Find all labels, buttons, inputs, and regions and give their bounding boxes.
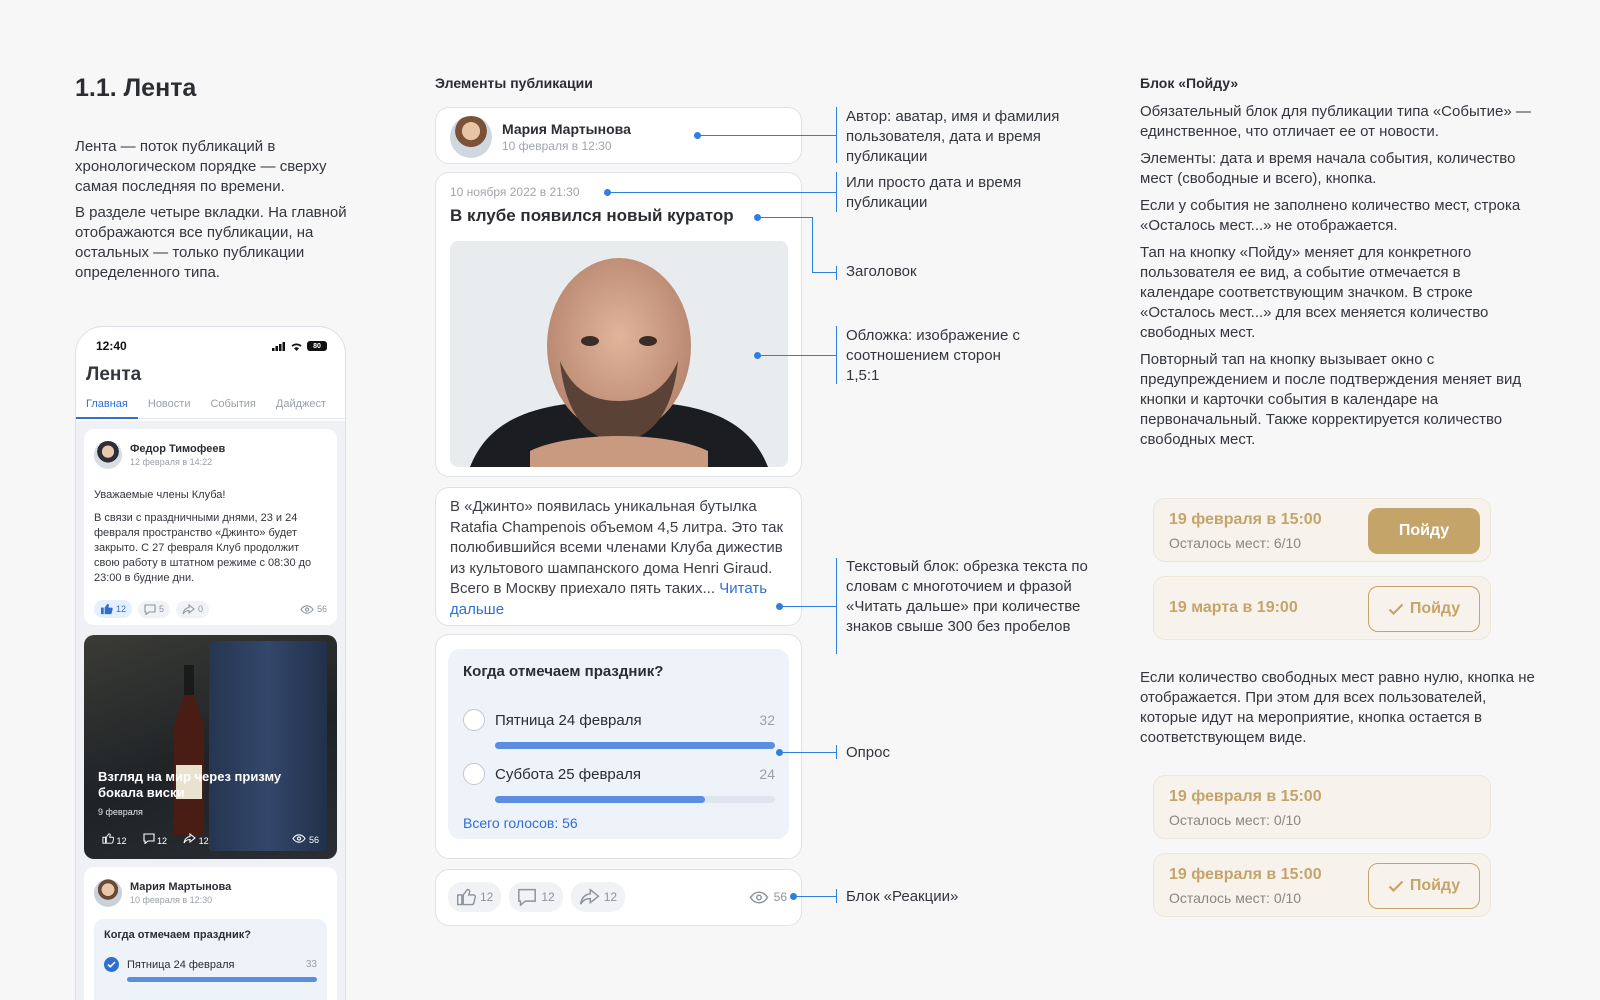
views-counter — [300, 604, 327, 614]
author-name: Федор Тимофеев — [130, 443, 226, 455]
page-title: 1.1. Лента — [75, 74, 197, 102]
checkmark-icon — [104, 957, 119, 972]
poll-option-count: 33 — [305, 959, 317, 970]
poll-bar — [495, 742, 775, 749]
poll-question: Когда отмечаем праздник? — [104, 929, 251, 941]
post-text: В «Джинто» появилась уникальная бутылка Ratafia Champenois объемом 4,5 литра. Это так полюбившийся всеми членами Клуба дижестив из культового шампанского дома Henri Giraud. Всего в Москву приехало пять таких... — [450, 498, 784, 597]
event-seats: Осталось мест: 6/10 — [1169, 535, 1302, 551]
post-date: 12 февраля в 14:22 — [130, 457, 213, 467]
comment-button[interactable] — [509, 882, 562, 912]
go-button[interactable] — [1368, 508, 1480, 554]
annotation-line — [758, 355, 836, 356]
description-paragraph: Элементы: дата и время начала события, количество мест (свободные и всего), кнопка. — [1140, 150, 1516, 187]
post-reactions — [94, 599, 327, 619]
eye-icon — [300, 605, 314, 614]
event-date: 19 февраля в 15:00 — [1169, 866, 1322, 883]
phone-mockup — [75, 326, 346, 1000]
radio-button[interactable] — [463, 763, 485, 785]
thumb-up-icon — [102, 833, 114, 844]
checkmark-icon — [1388, 880, 1404, 892]
thumb-up-icon — [456, 888, 476, 906]
wifi-icon — [290, 342, 303, 351]
poll-option-label: Пятница 24 февраля — [127, 958, 235, 971]
poll-card[interactable] — [435, 634, 802, 859]
post-date: 10 февраля в 12:30 — [502, 139, 612, 153]
text-block-card[interactable] — [435, 487, 802, 626]
tab-events[interactable]: События — [210, 398, 256, 410]
annotation-reactions: Блок «Реакции» — [846, 888, 959, 905]
share-icon — [579, 888, 600, 906]
views-count: 56 — [773, 890, 787, 904]
annotation-bracket — [836, 172, 837, 212]
event-date: 19 февраля в 15:00 — [1169, 788, 1322, 805]
description-paragraph: Повторный тап на кнопку вызывает окно с предупреждением и после подтверждения меняет вид кнопки и карточки события в календаре на первоначальный. Также корректируется количество свободных мест. — [1140, 351, 1522, 448]
eye-icon — [292, 834, 306, 843]
annotation-poll: Опрос — [846, 744, 890, 761]
post-author — [94, 879, 231, 907]
annotation-bracket — [836, 889, 837, 903]
comment-button[interactable] — [138, 601, 170, 618]
annotation-bracket — [836, 107, 837, 163]
event-card — [1153, 498, 1491, 562]
reactions-card — [435, 869, 802, 926]
go-block-heading: Блок «Пойду» — [1140, 75, 1239, 91]
avatar — [450, 116, 492, 158]
post-card[interactable] — [435, 172, 802, 477]
like-button[interactable] — [94, 600, 132, 618]
signal-icon — [272, 342, 286, 351]
feed-image-post[interactable] — [84, 635, 337, 859]
annotation-author: Автор: аватар, имя и фамилия пользователя, дата и время публикации — [846, 108, 1060, 165]
status-bar — [96, 337, 327, 355]
go-button-label: Пойду — [1398, 522, 1450, 539]
like-count: 12 — [116, 604, 127, 614]
poll-option[interactable] — [104, 957, 317, 972]
tab-main[interactable]: Главная — [76, 395, 138, 419]
annotation-line — [608, 192, 836, 193]
event-card — [1153, 775, 1491, 839]
radio-button[interactable] — [463, 709, 485, 731]
poll-option-count: 24 — [759, 766, 775, 782]
feed-post-card[interactable] — [84, 429, 337, 625]
post-title: В клубе появился новый куратор — [450, 206, 734, 225]
annotation-bracket — [836, 745, 837, 759]
image-post-date: 9 февраля — [98, 807, 143, 817]
author-name: Мария Мартынова — [502, 121, 631, 137]
battery-icon: 80 — [307, 341, 327, 351]
post-text: В связи с праздничными днями, 23 и 24 февраля пространство «Джинто» будет закрыто. С 27 февраля Клуб продолжит свою работу в штатном режиме с 08:30 до 23:00 в будние дни. — [94, 512, 312, 584]
checkmark-icon — [1388, 603, 1404, 615]
like-count: 12 — [480, 890, 494, 904]
poll-total-votes: Всего голосов: 56 — [463, 815, 578, 831]
poll — [94, 919, 327, 1000]
comment-button[interactable] — [143, 833, 168, 846]
event-seats: Осталось мест: 0/10 — [1169, 890, 1302, 906]
annotation-bracket — [836, 558, 837, 654]
author-name: Мария Мартынова — [130, 881, 232, 893]
like-button[interactable] — [102, 833, 127, 846]
comment-count: 12 — [157, 836, 168, 846]
tab-digest[interactable]: Дайджест — [275, 398, 327, 410]
cover-image — [450, 241, 788, 467]
views-counter — [292, 834, 319, 845]
share-icon — [182, 604, 195, 615]
annotation-cover: Обложка: изображение с соотношением сторон 1,5:1 — [846, 327, 1021, 384]
comment-icon — [517, 888, 537, 906]
whisky-box-image — [209, 641, 327, 851]
event-date: 19 февраля в 15:00 — [1169, 511, 1322, 528]
annotation-line — [780, 606, 836, 607]
go-button-active[interactable] — [1368, 863, 1480, 909]
image-post-reactions — [102, 833, 319, 846]
like-button[interactable] — [448, 882, 501, 912]
views-count: 56 — [316, 604, 327, 614]
poll-bar-track — [495, 742, 775, 749]
poll-option-label: Суббота 25 февраля — [495, 765, 641, 783]
post-greeting: Уважаемые члены Клуба! — [94, 489, 226, 501]
image-post-title: Взгляд на мир через призму бокала виски — [98, 769, 282, 800]
poll-option[interactable] — [463, 709, 775, 731]
share-count: 0 — [198, 604, 204, 614]
reactions-block — [448, 882, 787, 912]
description-paragraph: Тап на кнопку «Пойду» меняет для конкретного пользователя ее вид, а событие отмечается в календаре соответствующим значком. В строке «Осталось мест...» для всех меняется количество свободных мест. — [1140, 244, 1489, 341]
poll — [448, 649, 789, 839]
poll-option-count: 32 — [759, 712, 775, 728]
status-time: 12:40 — [96, 339, 127, 353]
annotation-bracket — [836, 266, 837, 280]
post-date: 10 февраля в 12:30 — [130, 895, 213, 905]
annotation-line — [794, 896, 836, 897]
poll-bar-track — [495, 796, 775, 803]
feed-list — [76, 421, 345, 1000]
read-more-link[interactable]: Читать дальше — [450, 580, 768, 618]
views-counter — [749, 890, 787, 904]
event-seats: Осталось мест: 0/10 — [1169, 812, 1302, 828]
comment-count: 5 — [159, 604, 165, 614]
avatar — [94, 879, 122, 907]
poll-bar — [127, 977, 317, 982]
intro-paragraph: Лента — поток публикаций в хронологическом порядке — сверху самая последняя по времени. — [75, 138, 327, 195]
description-paragraph: Обязательный блок для публикации типа «Событие» — единственное, что отличает ее от новости. — [1140, 103, 1531, 140]
annotation-bracket — [836, 326, 837, 384]
annotation-date: Или просто дата и время публикации — [846, 174, 1022, 211]
elements-heading: Элементы публикации — [435, 75, 593, 91]
annotation-title: Заголовок — [846, 263, 917, 280]
intro-paragraph: В разделе четыре вкладки. На главной отображаются все публикации, на остальных — только публикации определенного типа. — [75, 204, 347, 281]
comment-icon — [144, 604, 156, 615]
annotation-text: Текстовый блок: обрезка текста по словам с многоточием и фразой «Читать дальше» при количестве знаков свыше 300 без пробелов — [846, 558, 1088, 635]
post-date: 10 ноября 2022 в 21:30 — [450, 185, 580, 199]
go-button-label: Пойду — [1409, 600, 1461, 617]
annotation-line — [812, 272, 836, 273]
event-card — [1153, 576, 1491, 640]
feed-tabs — [76, 395, 345, 419]
poll-option[interactable] — [463, 763, 775, 785]
post-author — [450, 116, 631, 158]
share-count: 12 — [603, 890, 618, 904]
go-button-label: Пойду — [1409, 877, 1461, 894]
feed-title: Лента — [86, 364, 142, 385]
comment-icon — [143, 833, 155, 844]
event-card — [1153, 853, 1491, 917]
portrait-image — [450, 241, 788, 467]
poll-bar — [495, 796, 705, 803]
whisky-bottle-image — [164, 665, 214, 835]
poll-question: Когда отмечаем праздник? — [463, 663, 664, 680]
poll-option-label: Пятница 24 февраля — [495, 711, 642, 729]
go-button-active[interactable] — [1368, 586, 1480, 632]
go-block-description — [1140, 102, 1535, 457]
views-count: 56 — [308, 835, 319, 845]
share-button[interactable] — [183, 833, 209, 846]
annotation-line — [698, 135, 836, 136]
annotation-line — [758, 217, 812, 218]
share-count: 12 — [198, 836, 209, 846]
event-date: 19 марта в 19:00 — [1169, 599, 1298, 616]
thumb-up-icon — [100, 603, 113, 615]
page-intro — [75, 137, 365, 289]
share-button[interactable] — [176, 601, 209, 618]
status-icons — [272, 341, 327, 351]
description-paragraph: Если у события не заполнено количество мест, строка «Осталось мест...» не отображается. — [1140, 197, 1521, 234]
share-icon — [183, 833, 196, 844]
feed-poll-card[interactable] — [84, 867, 337, 1000]
tab-news[interactable]: Новости — [147, 398, 191, 410]
annotation-line — [780, 752, 836, 753]
eye-icon — [749, 891, 769, 904]
like-count: 12 — [116, 836, 127, 846]
zero-seats-note: Если количество свободных мест равно нулю, кнопка не отображается. При этом для всех пользователей, которые идут на мероприятие, кнопка остается в соответствующем виде. — [1140, 669, 1535, 746]
comment-count: 12 — [541, 890, 555, 904]
avatar — [94, 441, 122, 469]
post-text-block — [450, 497, 789, 620]
annotation-line — [812, 217, 813, 272]
share-button[interactable] — [571, 882, 625, 912]
post-author — [94, 441, 225, 469]
